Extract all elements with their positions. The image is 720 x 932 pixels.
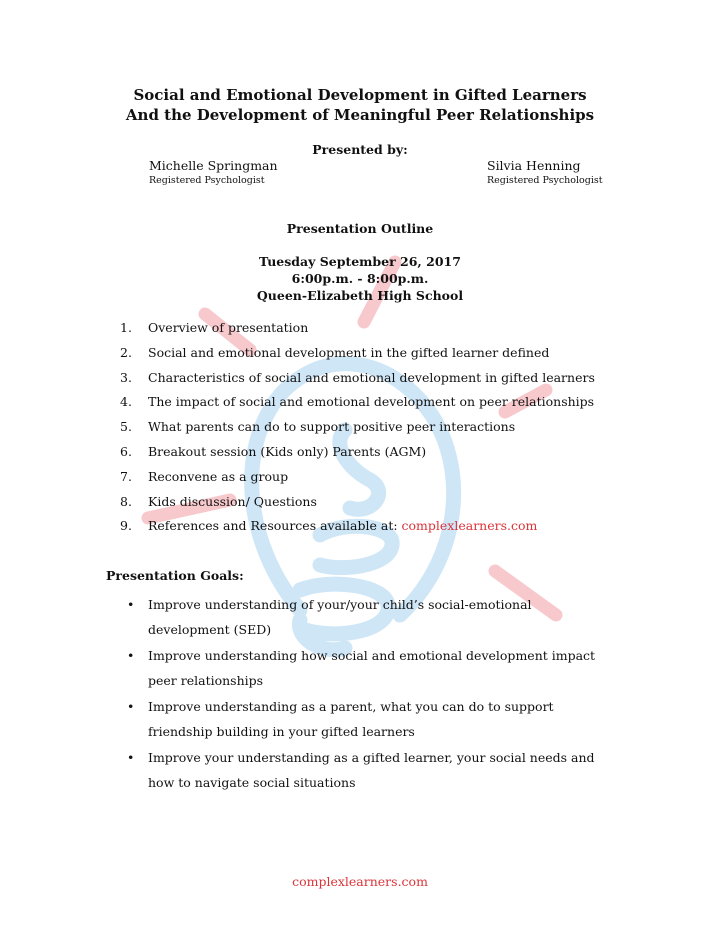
outline-item-number: 5. bbox=[120, 419, 132, 435]
goal-item bbox=[120, 746, 600, 795]
presenter-2-role: Registered Psychologist bbox=[487, 175, 603, 186]
outline-item-number: 4. bbox=[120, 394, 132, 410]
footer-link[interactable]: complexlearners.com bbox=[292, 874, 428, 889]
goal-item bbox=[120, 593, 600, 642]
presenter-1-name: Michelle Springman bbox=[149, 158, 278, 173]
outline-item-number: 8. bbox=[120, 493, 132, 509]
goals-heading: Presentation Goals: bbox=[106, 568, 244, 583]
outline-item bbox=[120, 343, 680, 368]
bullet-icon: • bbox=[127, 750, 135, 765]
outline-item-number: 3. bbox=[120, 369, 132, 385]
goal-item-text: Improve understanding as a parent, what you can do to support friendship building in your gifted learners bbox=[148, 699, 554, 739]
goal-item-text: Improve understanding of your/your child’s social-emotional development (SED) bbox=[148, 597, 532, 637]
outline-item bbox=[120, 368, 680, 393]
resources-link[interactable]: complexlearners.com bbox=[401, 518, 538, 534]
outline-item-number: 1. bbox=[120, 320, 132, 335]
outline-item bbox=[120, 516, 680, 541]
outline-item bbox=[120, 467, 680, 492]
title-line-1: Social and Emotional Development in Gifted Learners bbox=[133, 86, 587, 104]
outline-heading: Presentation Outline bbox=[286, 221, 434, 236]
outline-item-number: 9. bbox=[120, 518, 132, 534]
goal-item bbox=[120, 644, 600, 693]
outline-item-text: Reconvene as a group bbox=[148, 468, 289, 484]
outline-list bbox=[120, 318, 680, 541]
goals-list bbox=[120, 593, 600, 797]
outline-item bbox=[120, 318, 680, 343]
event-location: Queen-Elizabeth High School bbox=[256, 288, 464, 303]
title-line-2: And the Development of Meaningful Peer Relationships bbox=[125, 106, 595, 124]
presented-by-label: Presented by: bbox=[312, 142, 408, 157]
presenter-2-name: Silvia Henning bbox=[487, 158, 581, 173]
outline-item bbox=[120, 417, 680, 442]
outline-item bbox=[120, 442, 680, 467]
outline-item-number: 7. bbox=[120, 468, 132, 484]
bullet-icon: • bbox=[127, 648, 135, 663]
outline-item-text: What parents can do to support positive peer interactions bbox=[148, 419, 516, 435]
outline-item bbox=[120, 492, 680, 517]
outline-item bbox=[120, 392, 680, 417]
event-date: Tuesday September 26, 2017 bbox=[259, 254, 461, 269]
bullet-icon: • bbox=[127, 699, 135, 714]
outline-item-number: 2. bbox=[120, 344, 132, 360]
goal-item bbox=[120, 695, 600, 744]
goal-item-text: Improve understanding how social and emotional development impact peer relationships bbox=[148, 648, 596, 688]
event-time: 6:00p.m. - 8:00p.m. bbox=[291, 271, 429, 286]
presenter-1-role: Registered Psychologist bbox=[149, 175, 265, 186]
outline-item-text: The impact of social and emotional development on peer relationships bbox=[148, 394, 595, 410]
outline-item-text: Breakout session (Kids only) Parents (AGM) bbox=[148, 443, 427, 459]
outline-item-text: Overview of presentation bbox=[148, 320, 309, 335]
outline-item-text: Kids discussion/ Questions bbox=[148, 493, 317, 509]
outline-item-text: References and Resources available at: bbox=[148, 518, 402, 534]
outline-item-text: Characteristics of social and emotional development in gifted learners bbox=[148, 369, 595, 385]
outline-item-number: 6. bbox=[120, 443, 132, 459]
outline-item-text: Social and emotional development in the gifted learner defined bbox=[148, 344, 550, 360]
goal-item-text: Improve your understanding as a gifted learner, your social needs and how to navigate social situations bbox=[148, 750, 595, 790]
bullet-icon: • bbox=[127, 597, 135, 612]
